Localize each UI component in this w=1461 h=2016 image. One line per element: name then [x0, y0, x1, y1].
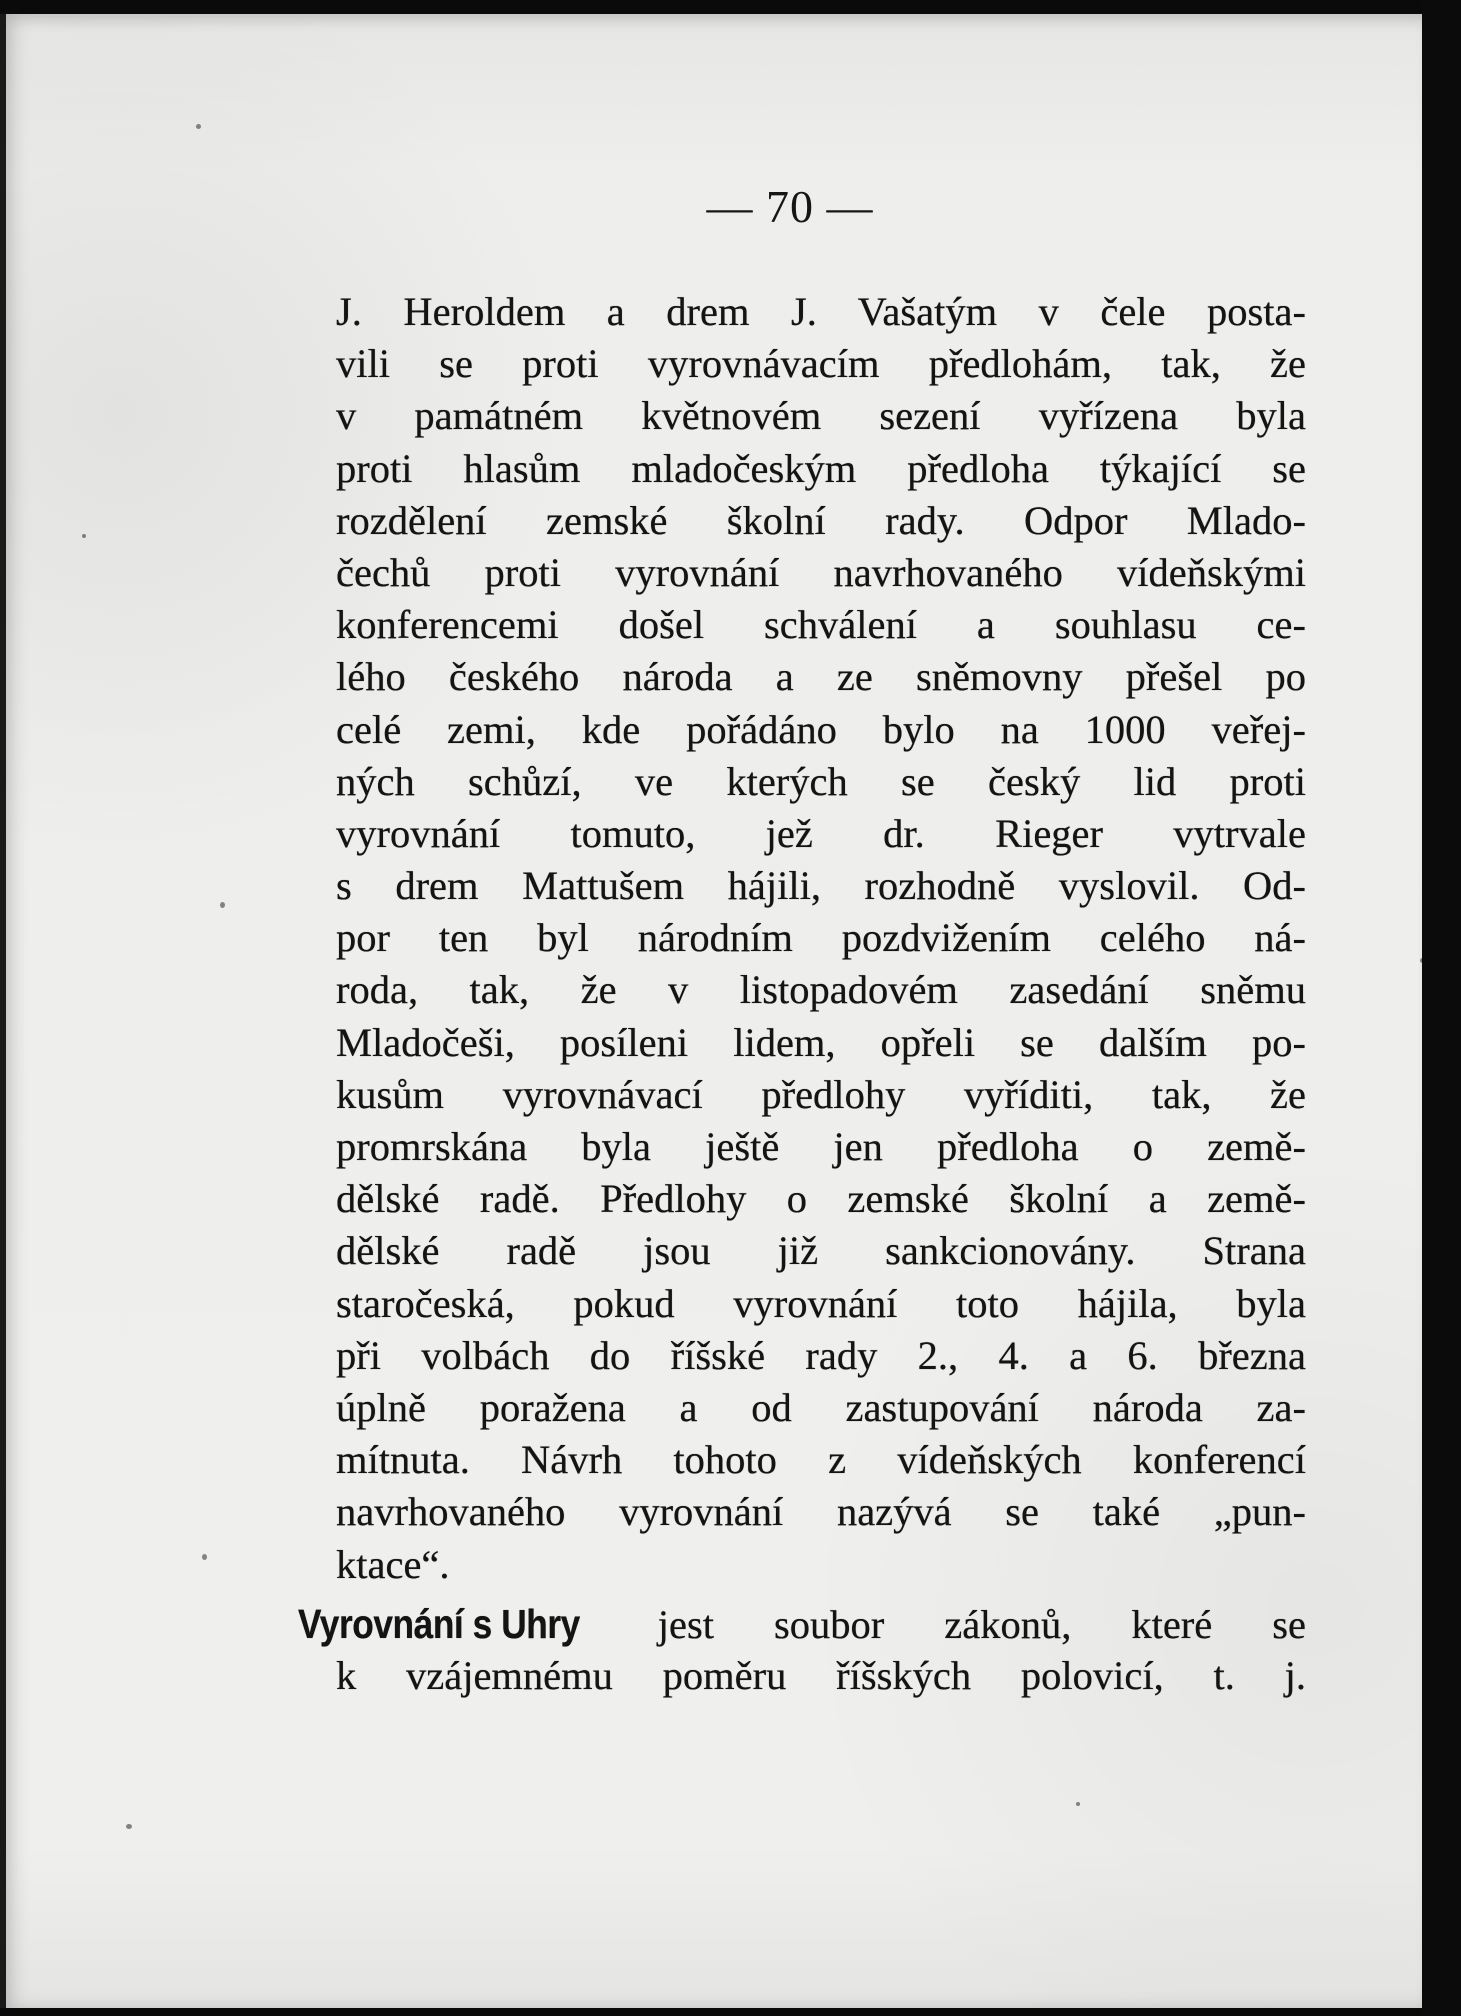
text-line: staročeská, pokud vyrovnání toto hájila, byla — [336, 1280, 1306, 1326]
print-speck — [220, 902, 225, 908]
text-line: s drem Mattušem hájili, rozhodně vyslovil. Od- — [336, 863, 1306, 909]
text-line: vyrovnání tomuto, jež dr. Rieger vytrvale — [336, 810, 1306, 856]
page-number: — 70 — — [706, 181, 874, 232]
dictionary-entry — [298, 1598, 1306, 1702]
print-speck — [1076, 1802, 1080, 1806]
text-line: ktace“. — [336, 1541, 450, 1587]
text-line: konferencemi došel schválení a souhlasu ce- — [336, 602, 1306, 648]
text-line: mítnuta. Návrh tohoto z vídeňských konferencí — [336, 1437, 1306, 1483]
body-text — [336, 286, 1306, 1591]
text-line: úplně poražena a od zastupování národa za- — [336, 1384, 1306, 1430]
print-speck — [82, 534, 86, 538]
text-line: roda, tak, že v listopadovém zasedání sněmu — [336, 967, 1306, 1013]
entry-second-line: k vzájemnému poměru říšských polovicí, t. j. — [336, 1653, 1306, 1699]
text-line: proti hlasům mladočeským předloha týkající se — [336, 445, 1306, 491]
text-line: v památném květnovém sezení vyřízena byla — [336, 393, 1306, 439]
text-line: dělské radě. Předlohy o zemské školní a země- — [336, 1176, 1306, 1222]
entry-definition-start: jest soubor zákonů, které se — [657, 1602, 1307, 1647]
text-line: dělské radě jsou již sankcionovány. Strana — [336, 1228, 1306, 1274]
text-line: navrhovaného vyrovnání nazývá se také „pun- — [336, 1489, 1306, 1535]
entry-headword: Vyrovnání s Uhry — [298, 1601, 580, 1647]
scan-border-right — [1422, 0, 1461, 2016]
text-line: lého českého národa a ze sněmovny přešel po — [336, 654, 1306, 700]
text-line: čechů proti vyrovnání navrhovaného vídeňskými — [336, 549, 1306, 595]
text-line: por ten byl národním pozdvižením celého ná- — [336, 915, 1306, 961]
print-speck — [196, 124, 201, 129]
text-line: vili se proti vyrovnávacím předlohám, tak, že — [336, 341, 1306, 387]
text-line: Mladočeši, posíleni lidem, opřeli se dalším po- — [336, 1019, 1306, 1065]
text-line: promrskána byla ještě jen předloha o země- — [336, 1124, 1306, 1169]
print-speck — [202, 1554, 207, 1560]
text-line: při volbách do říšské rady 2., 4. a 6. března — [336, 1332, 1306, 1378]
text-line: ných schůzí, ve kterých se český lid proti — [336, 758, 1306, 804]
entry-first-line — [298, 1598, 1306, 1650]
print-speck — [126, 1824, 132, 1829]
text-line: kusům vyrovnávací předlohy vyříditi, tak, že — [336, 1071, 1306, 1117]
text-line: celé zemi, kde pořádáno bylo na 1000 veřej- — [336, 706, 1306, 752]
text-line: J. Heroldem a drem J. Vašatým v čele posta- — [336, 289, 1306, 334]
text-line: rozdělení zemské školní rady. Odpor Mlado- — [336, 497, 1306, 543]
